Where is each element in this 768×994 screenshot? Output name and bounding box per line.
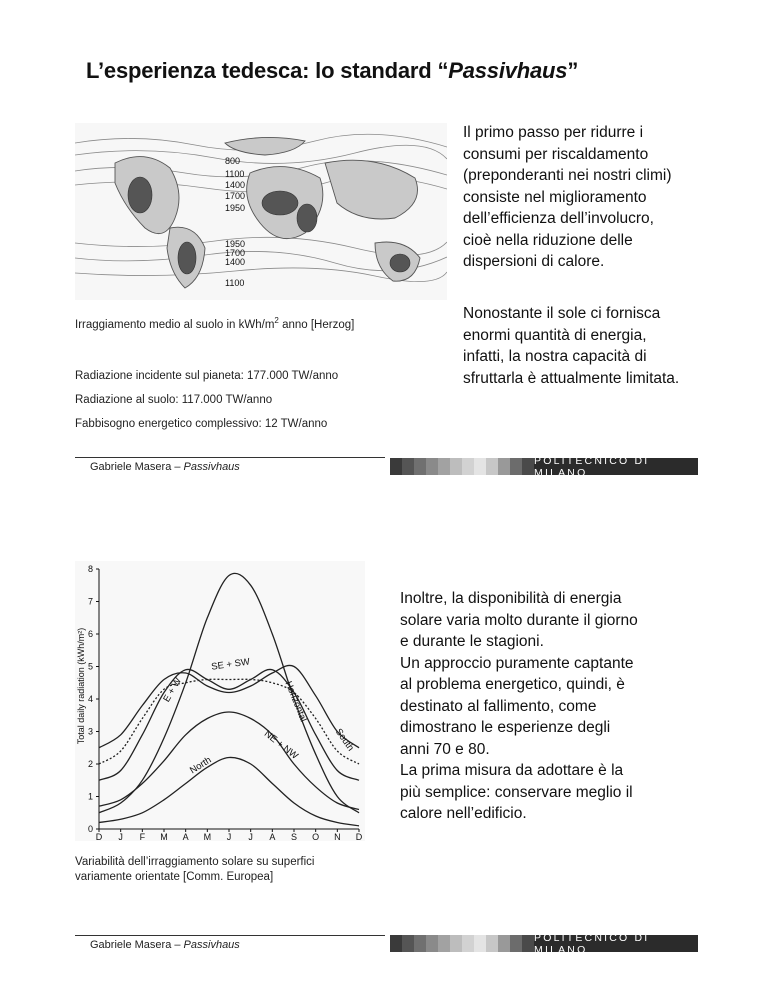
x-tick-label: J [118,832,123,841]
banner-swatch [426,458,438,475]
x-tick-label: A [182,832,189,841]
isoline-label: 1100 [225,278,245,288]
chart-caption: Variabilità dell’irraggiamento solare su superfici variamente orientate [Comm. Europea] [75,856,315,883]
banner-swatch [450,935,462,952]
y-tick-label: 5 [87,661,93,672]
y-tick-label: 1 [87,791,93,802]
paragraph-energy-variability: Inoltre, la disponibilità di energia solare varia molto durante il giorno e durante le stagioni. Un approccio puramente captante al problema energetico, quindi, è destinato al fallimento, come dimostrano le esperienze degli anni 70 e 80. La prima misura da adottare è la più semplice: conservare meglio il calore nell’edificio. [400,590,638,822]
y-tick-label: 4 [87,694,93,704]
footer-divider [75,457,385,458]
banner-swatch [474,458,486,475]
banner-swatch [498,458,510,475]
y-tick-label: 0 [87,824,93,834]
x-tick-label: D [355,832,363,841]
x-tick-label: M [203,832,212,841]
world-map-graphic [75,123,447,300]
banner-swatch [402,458,414,475]
banner-swatch [462,935,474,952]
polimi-banner [390,454,698,479]
isoline-label: 1950 [225,239,246,249]
series-label: SE + SW [210,656,251,673]
banner-swatch [414,458,426,475]
banner-swatch [486,458,498,475]
banner-swatch [402,935,414,952]
banner-swatch [522,458,534,475]
stat-incident-radiation: Radiazione incidente sul pianeta: 177.000 TW/anno [75,370,339,382]
x-tick-label: S [290,832,298,841]
paragraph-envelope-efficiency: Il primo passo per ridurre i consumi per riscaldamento (preponderanti nei nostri climi) consiste nel miglioramento dell’efficienza dell’involucro, cioè nella riduzione delle dispersioni di calore. [463,124,672,270]
x-tick-label: N [334,832,341,841]
series-label: NE + NW [261,728,301,762]
series-label: South [332,726,356,754]
series-label: Horizontal [282,679,309,724]
isoline-label: 1400 [225,257,246,267]
x-tick-label: A [269,832,276,841]
polimi-banner [390,931,698,956]
radiation-chart-svg [75,561,365,841]
y-tick-label: 7 [87,596,93,607]
banner-swatch [510,935,522,952]
y-tick-label: 8 [87,564,93,574]
isoline-label: 1700 [225,248,246,258]
chart-y-axis-label: Total daily radiation (kWh/m²) [76,627,86,745]
x-tick-label: F [139,832,146,841]
series-label: E + W [161,675,184,705]
banner-swatch [474,935,486,952]
x-tick-label: D [95,832,103,841]
banner-swatch [390,935,402,952]
footer-author: Gabriele Masera – Passivhaus [90,461,240,473]
banner-swatch [522,935,534,952]
banner-swatch [450,458,462,475]
banner-swatch [414,935,426,952]
slide1-title: L’esperienza tedesca: lo standard “Passivhaus” [86,58,579,83]
institution-name: POLITECNICO DI MILANO [534,935,698,952]
banner-swatch [438,458,450,475]
y-tick-label: 2 [87,759,93,769]
radiation-chart [75,561,365,841]
isoline-label: 1700 [225,191,246,201]
series-label: North [187,754,214,777]
banner-swatch [462,458,474,475]
isoline-label: 1100 [225,169,245,179]
stat-energy-demand: Fabbisogno energetico complessivo: 12 TW/anno [75,418,328,430]
x-tick-label: M [160,832,168,841]
world-irradiance-map [75,123,447,300]
footer-author: Gabriele Masera – Passivhaus [90,939,240,951]
banner-swatch [510,458,522,475]
banner-swatch [390,458,402,475]
x-tick-label: O [312,832,320,841]
y-tick-label: 3 [87,726,93,737]
map-caption: Irraggiamento medio al suolo in kWh/$m^2$ anno [Herzog] [75,316,355,331]
x-tick-label: J [248,832,253,841]
banner-swatch [498,935,510,952]
y-tick-label: 6 [87,629,93,639]
banner-swatch [426,935,438,952]
x-tick-label: J [226,832,232,841]
banner-swatch [438,935,450,952]
paragraph-sun-energy: Nonostante il sole ci fornisca enormi quantità di energia, infatti, la nostra capacità di sfruttarla è attualmente limitata. [463,305,680,387]
stat-ground-radiation: Radiazione al suolo: 117.000 TW/anno [75,394,273,406]
isoline-label: 1950 [225,203,246,213]
banner-swatch [486,935,498,952]
footer-divider [75,935,385,936]
isoline-label: 1400 [225,180,246,190]
institution-name: POLITECNICO DI MILANO [534,458,698,475]
isoline-label: 800 [225,156,241,166]
